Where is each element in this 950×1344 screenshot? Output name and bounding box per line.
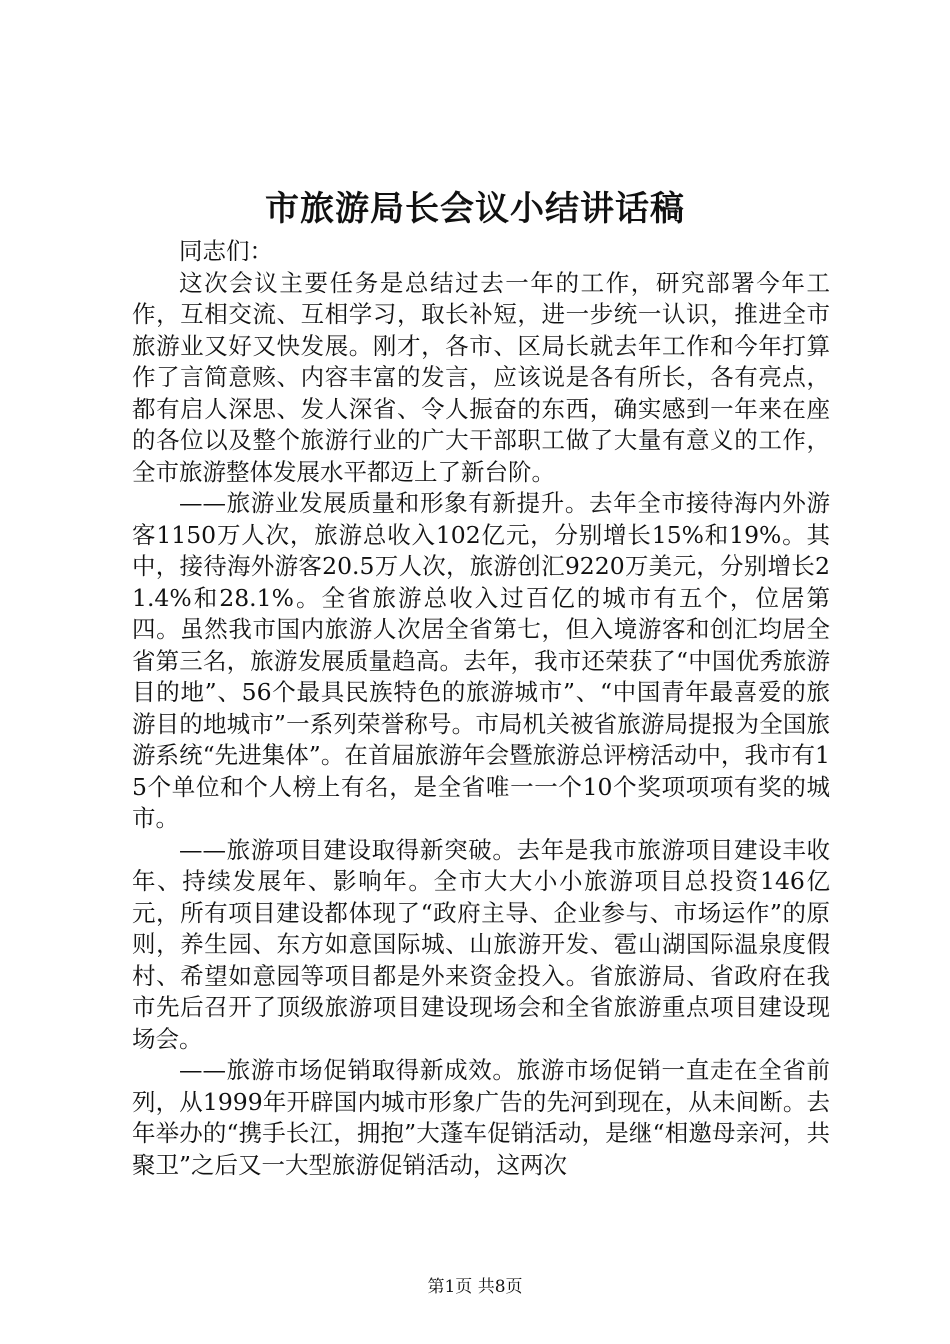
paragraph-4: ——旅游市场促销取得新成效。旅游市场促销一直走在全省前列，从1999年开辟国内城市形象广告的先河到现在，从未间断。去年举办的“携手长江，拥抱”大蓬车促销活动，是继“相邀母亲河，共聚卫”之后又一大型旅游促销活动，这两次 — [132, 1056, 830, 1179]
document-body — [132, 236, 830, 1181]
document-title: 市旅游局长会议小结讲话稿 — [265, 189, 685, 229]
page-footer: 第1页 共8页 — [427, 1277, 523, 1297]
paragraph-3: ——旅游项目建设取得新突破。去年是我市旅游项目建设丰收年、持续发展年、影响年。全市大大小小旅游项目总投资146亿元，所有项目建设都体现了“政府主导、企业参与、市场运作”的原则，养生园、东方如意国际城、山旅游开发、雹山湖国际温泉度假村、希望如意园等项目都是外来资金投入。省旅游局、省政府在我市先后召开了顶级旅游项目建设现场会和全省旅游重点项目建设现场会。 — [132, 835, 830, 1053]
salutation: 同志们： — [179, 237, 273, 265]
paragraph-1: 这次会议主要任务是总结过去一年的工作，研究部署今年工作，互相交流、互相学习，取长补短，进一步统一认识，推进全市旅游业又好又快发展。刚才，各市、区局长就去年工作和今年打算作了言简意赅、内容丰富的发言，应该说是各有所长，各有亮点，都有启人深思、发人深省、令人振奋的东西，确实感到一年来在座的各位以及整个旅游行业的广大干部职工做了大量有意义的工作，全市旅游整体发展水平都迈上了新台阶。 — [132, 268, 830, 486]
paragraph-2: ——旅游业发展质量和形象有新提升。去年全市接待海内外游客1150万人次，旅游总收入102亿元，分别增长15%和19%。其中，接待海外游客20.5万人次，旅游创汇9220万美元，分别增长21.4%和28.1%。全省旅游总收入过百亿的城市有五个，位居第四。虽然我市国内旅游人次居全省第七，但入境游客和创汇均居全省第三名，旅游发展质量趋高。去年，我市还荣获了“中国优秀旅游目的地”、56个最具民族特色的旅游城市”、“中国青年最喜爱的旅游目的地城市”一系列荣誉称号。市局机关被省旅游局提报为全国旅游系统“先进集体”。在首届旅游年会暨旅游总评榜活动中，我市有15个单位和个人榜上有名，是全省唯一一个10个奖项项项有奖的城市。 — [132, 489, 830, 832]
